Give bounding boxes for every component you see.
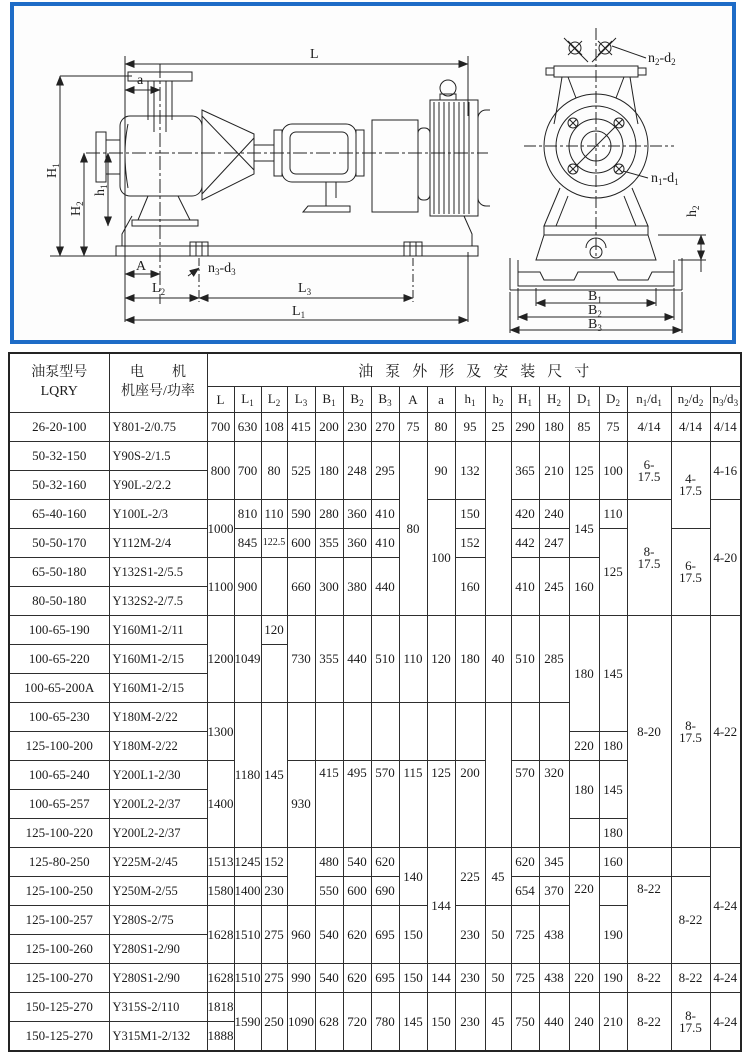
dim-label-n2-d2: $n_2-d_2$ — [648, 51, 676, 67]
dim-value-cell: 4/14 — [627, 413, 671, 442]
dim-value-cell: 4-24 — [710, 993, 741, 1052]
header-dim: L — [207, 387, 234, 413]
dim-value-cell: 50 — [485, 906, 511, 964]
pump-model-cell: 150-125-270 — [9, 993, 109, 1022]
pump-model-cell: 26-20-100 — [9, 413, 109, 442]
dim-value-cell: 4-20 — [710, 500, 741, 616]
dim-value-cell: 1513 — [207, 848, 234, 877]
diagram-panel — [10, 2, 736, 344]
dim-value-cell: 1000 — [207, 500, 234, 558]
dim-value-cell: 600 — [343, 877, 371, 906]
dim-value-cell: 4-16 — [710, 442, 741, 500]
dim-value-cell: 550 — [315, 877, 343, 906]
dim-value-cell: 132 — [455, 442, 485, 500]
dim-value-cell: 1580 — [207, 877, 234, 906]
dim-value-cell: 110 — [399, 616, 427, 703]
dim-label-n1-d1: $n_1-d_1$ — [651, 171, 679, 187]
spec-table — [8, 352, 742, 1052]
dim-value-cell: 510 — [511, 616, 539, 703]
dim-value-cell: 200 — [315, 413, 343, 442]
dim-value-cell: 990 — [287, 964, 315, 993]
dim-value-cell — [511, 703, 539, 761]
dim-value-cell: 525 — [287, 442, 315, 500]
dim-value-cell: 440 — [371, 558, 399, 616]
motor-cell: Y200L2-2/37 — [109, 790, 207, 819]
dim-value-cell: 360 — [343, 529, 371, 558]
dim-value-cell — [343, 703, 371, 761]
dim-value-cell: 380 — [343, 558, 371, 616]
dim-label-L3: $L_3$ — [298, 281, 312, 297]
dim-label-a: a — [137, 73, 144, 88]
dim-value-cell: 122.5 — [261, 529, 287, 558]
dim-value-cell: 620 — [343, 964, 371, 993]
dim-value-cell: 654 — [511, 877, 539, 906]
header-dim: $D_2$ — [599, 387, 627, 413]
dim-value-cell: 1510 — [234, 906, 261, 964]
dim-value-cell: 510 — [371, 616, 399, 703]
dim-value-cell: 700 — [234, 442, 261, 500]
dim-value-cell: 700 — [207, 413, 234, 442]
dim-value-cell: 628 — [315, 993, 343, 1052]
header-dim: $D_1$ — [569, 387, 599, 413]
dim-value-cell — [599, 877, 627, 906]
header-dim: $L_1$ — [234, 387, 261, 413]
header-dim: $L_3$ — [287, 387, 315, 413]
header-dim: $L_2$ — [261, 387, 287, 413]
dim-value-cell: 695 — [371, 906, 399, 964]
dim-value-cell: 4/14 — [710, 413, 741, 442]
dim-value-cell: 190 — [599, 906, 627, 964]
dim-value-cell: 245 — [539, 558, 569, 616]
dim-value-cell: 145 — [569, 500, 599, 558]
dim-value-cell: 415 — [315, 761, 343, 848]
dim-value-cell: 75 — [399, 413, 427, 442]
dim-value-cell: 750 — [511, 993, 539, 1052]
dim-label-B1: $B_1$ — [588, 289, 602, 305]
header-dim: A — [399, 387, 427, 413]
header-dim: $B_1$ — [315, 387, 343, 413]
table-row — [9, 616, 741, 645]
dim-value-cell — [371, 703, 399, 761]
dim-value-cell: 220 — [569, 732, 599, 761]
dim-value-cell: 1510 — [234, 964, 261, 993]
table-row — [9, 442, 741, 471]
dim-value-cell: 270 — [371, 413, 399, 442]
pump-model-cell: 100-65-220 — [9, 645, 109, 674]
dim-value-cell: 210 — [539, 442, 569, 500]
motor-cell: Y315M1-2/132 — [109, 1022, 207, 1052]
dim-value-cell: 25 — [485, 413, 511, 442]
dim-value-cell: 8-22 — [627, 877, 671, 964]
table-row — [9, 964, 741, 993]
motor-cell: Y132S1-2/5.5 — [109, 558, 207, 587]
dim-value-cell: 125 — [427, 761, 455, 848]
pump-model-cell: 50-32-160 — [9, 471, 109, 500]
dim-label-H2: $H_2$ — [69, 201, 85, 216]
dim-value-cell: 120 — [427, 616, 455, 703]
dim-value-cell: 85 — [569, 413, 599, 442]
dim-value-cell: 780 — [371, 993, 399, 1052]
dim-label-h2: $h_2$ — [685, 205, 701, 217]
dim-value-cell: 620 — [511, 848, 539, 877]
dim-value-cell: 180 — [539, 413, 569, 442]
dim-label-h1: $h_1$ — [93, 184, 109, 196]
dim-value-cell: 285 — [539, 616, 569, 703]
dim-value-cell: 50 — [485, 964, 511, 993]
dim-value-cell: 180 — [455, 616, 485, 703]
dim-value-cell: 1400 — [207, 761, 234, 848]
pump-model-cell: 80-50-180 — [9, 587, 109, 616]
dim-value-cell: 220 — [569, 877, 599, 964]
dim-label-H1: $H_1$ — [45, 163, 61, 178]
dim-value-cell: 145 — [599, 761, 627, 819]
dim-value-cell: 6- 17.5 — [671, 529, 710, 616]
dim-label-L1: $L_1$ — [292, 304, 306, 320]
dim-value-cell: 695 — [371, 964, 399, 993]
dim-value-cell: 8- 17.5 — [671, 616, 710, 848]
pump-model-cell: 125-100-220 — [9, 819, 109, 848]
motor-cell: Y132S2-2/7.5 — [109, 587, 207, 616]
dim-value-cell: 247 — [539, 529, 569, 558]
dim-value-cell: 810 — [234, 500, 261, 529]
dim-value-cell: 590 — [287, 500, 315, 529]
dim-value-cell: 370 — [539, 877, 569, 906]
dim-label-B2: $B_2$ — [588, 303, 602, 319]
header-dim: $B_2$ — [343, 387, 371, 413]
dim-value-cell: 845 — [234, 529, 261, 558]
dim-value-cell: 495 — [343, 761, 371, 848]
dim-value-cell: 6- 17.5 — [627, 442, 671, 500]
dim-value-cell — [485, 703, 511, 848]
header-dim: $H_2$ — [539, 387, 569, 413]
table-row — [9, 413, 741, 442]
dim-value-cell: 930 — [287, 761, 315, 848]
dim-value-cell: 540 — [315, 906, 343, 964]
dim-value-cell: 690 — [371, 877, 399, 906]
table-row — [9, 877, 741, 906]
dim-value-cell: 240 — [569, 993, 599, 1052]
dim-value-cell: 120 — [261, 616, 287, 645]
motor-cell: Y200L1-2/30 — [109, 761, 207, 790]
dim-value-cell: 4-24 — [710, 964, 741, 993]
motor-cell: Y160M1-2/15 — [109, 645, 207, 674]
dim-value-cell: 152 — [261, 848, 287, 877]
dim-value-cell: 365 — [511, 442, 539, 500]
dim-value-cell — [261, 558, 287, 616]
dim-value-cell: 600 — [287, 529, 315, 558]
dim-value-cell — [485, 442, 511, 616]
dim-value-cell: 438 — [539, 906, 569, 964]
header-dim: a — [427, 387, 455, 413]
dim-value-cell: 145 — [399, 993, 427, 1052]
table-row — [9, 848, 741, 877]
dim-value-cell: 1300 — [207, 703, 234, 761]
dim-value-cell — [539, 703, 569, 761]
motor-cell: Y100L-2/3 — [109, 500, 207, 529]
header-pump-model: 油泵型号 LQRY — [9, 353, 109, 413]
dim-value-cell: 1100 — [207, 558, 234, 616]
dim-value-cell: 180 — [569, 761, 599, 819]
pump-side-view-drawing — [20, 20, 490, 334]
dim-value-cell: 960 — [287, 906, 315, 964]
dim-value-cell: 295 — [371, 442, 399, 500]
dim-value-cell: 1200 — [207, 616, 234, 703]
motor-cell: Y280S1-2/90 — [109, 935, 207, 964]
dim-value-cell: 180 — [599, 732, 627, 761]
dim-value-cell: 570 — [371, 761, 399, 848]
dim-value-cell: 1400 — [234, 877, 261, 906]
pump-model-cell: 125-100-260 — [9, 935, 109, 964]
dim-value-cell — [671, 848, 710, 877]
dim-value-cell: 1180 — [234, 703, 261, 848]
header-dim: $H_1$ — [511, 387, 539, 413]
header-motor: 电 机 机座号/功率 — [109, 353, 207, 413]
dim-value-cell: 145 — [261, 703, 287, 848]
motor-cell: Y280S-2/75 — [109, 906, 207, 935]
motor-cell: Y280S1-2/90 — [109, 964, 207, 993]
motor-cell: Y315S-2/110 — [109, 993, 207, 1022]
dim-value-cell: 320 — [539, 761, 569, 848]
dim-value-cell: 290 — [511, 413, 539, 442]
dim-value-cell: 90 — [427, 442, 455, 500]
dim-value-cell — [287, 848, 315, 906]
dim-value-cell: 80 — [427, 413, 455, 442]
dim-value-cell: 410 — [511, 558, 539, 616]
motor-cell: Y112M-2/4 — [109, 529, 207, 558]
dim-value-cell: 145 — [599, 616, 627, 732]
dim-value-cell: 180 — [569, 616, 599, 732]
dim-value-cell: 160 — [455, 558, 485, 616]
dim-value-cell: 200 — [455, 761, 485, 848]
dim-value-cell: 1818 — [207, 993, 234, 1022]
dim-value-cell: 442 — [511, 529, 539, 558]
dim-value-cell — [627, 848, 671, 877]
dim-value-cell: 45 — [485, 993, 511, 1052]
pump-model-cell: 125-100-257 — [9, 906, 109, 935]
dim-value-cell: 140 — [399, 848, 427, 906]
pump-end-view-drawing — [496, 20, 732, 334]
dim-value-cell: 150 — [427, 993, 455, 1052]
dim-value-cell: 230 — [455, 964, 485, 993]
dim-value-cell: 230 — [455, 993, 485, 1052]
dim-value-cell — [455, 703, 485, 761]
dim-value-cell: 150 — [455, 500, 485, 529]
header-dim: $n_2/d_2$ — [671, 387, 710, 413]
pump-model-cell: 65-40-160 — [9, 500, 109, 529]
pump-model-cell: 50-32-150 — [9, 442, 109, 471]
dim-value-cell: 125 — [599, 529, 627, 616]
dim-value-cell: 1049 — [234, 616, 261, 703]
dim-value-cell: 180 — [599, 819, 627, 848]
dim-value-cell: 160 — [599, 848, 627, 877]
dim-value-cell: 110 — [261, 500, 287, 529]
dim-value-cell — [261, 645, 287, 703]
dim-value-cell — [569, 819, 599, 848]
motor-cell: Y160M1-2/15 — [109, 674, 207, 703]
table-row — [9, 993, 741, 1022]
dim-value-cell: 8-22 — [671, 964, 710, 993]
dim-value-cell: 248 — [343, 442, 371, 500]
dim-value-cell: 280 — [315, 500, 343, 529]
dim-value-cell: 115 — [399, 761, 427, 848]
dim-value-cell: 4-22 — [710, 616, 741, 848]
dim-value-cell: 80 — [261, 442, 287, 500]
dim-value-cell: 144 — [427, 964, 455, 993]
pump-model-cell: 125-100-250 — [9, 877, 109, 906]
pump-model-cell: 100-65-230 — [9, 703, 109, 732]
dim-label-A: A — [136, 259, 147, 274]
dim-value-cell: 210 — [599, 993, 627, 1052]
dim-value-cell: 8-22 — [627, 964, 671, 993]
motor-cell: Y200L2-2/37 — [109, 819, 207, 848]
pump-model-cell: 150-125-270 — [9, 1022, 109, 1052]
dim-value-cell: 4-24 — [710, 848, 741, 964]
dim-value-cell: 80 — [399, 442, 427, 616]
dim-label-n3-d3: $n_3-d_3$ — [208, 261, 236, 277]
dim-value-cell: 220 — [569, 964, 599, 993]
pump-model-cell: 125-100-200 — [9, 732, 109, 761]
motor-cell: Y90L-2/2.2 — [109, 471, 207, 500]
dim-value-cell: 1245 — [234, 848, 261, 877]
dim-value-cell: 360 — [343, 500, 371, 529]
header-dim: $h_1$ — [455, 387, 485, 413]
motor-cell: Y225M-2/45 — [109, 848, 207, 877]
dim-value-cell — [399, 703, 427, 761]
dim-value-cell: 1590 — [234, 993, 261, 1052]
dim-value-cell: 660 — [287, 558, 315, 616]
dim-value-cell: 410 — [371, 500, 399, 529]
dim-value-cell: 345 — [539, 848, 569, 877]
dim-value-cell: 45 — [485, 848, 511, 906]
dim-value-cell: 900 — [234, 558, 261, 616]
dim-value-cell: 438 — [539, 964, 569, 993]
dim-value-cell: 8-20 — [627, 616, 671, 848]
spec-table-body — [9, 413, 741, 1052]
dim-value-cell: 620 — [343, 906, 371, 964]
dim-value-cell: 275 — [261, 906, 287, 964]
dim-value-cell: 275 — [261, 964, 287, 993]
pump-model-cell: 100-65-190 — [9, 616, 109, 645]
dim-value-cell: 160 — [569, 558, 599, 616]
dim-value-cell: 720 — [343, 993, 371, 1052]
motor-cell: Y90S-2/1.5 — [109, 442, 207, 471]
pump-model-cell: 100-65-257 — [9, 790, 109, 819]
dim-value-cell — [287, 703, 315, 761]
dim-value-cell — [315, 703, 343, 761]
dim-value-cell: 8- 17.5 — [627, 500, 671, 616]
dim-value-cell: 150 — [399, 964, 427, 993]
dim-value-cell — [569, 848, 599, 877]
motor-cell: Y160M1-2/11 — [109, 616, 207, 645]
dim-value-cell: 4/14 — [671, 413, 710, 442]
motor-cell: Y180M-2/22 — [109, 703, 207, 732]
dim-label-B3: $B_3$ — [588, 317, 602, 333]
dim-value-cell: 480 — [315, 848, 343, 877]
dim-value-cell: 240 — [539, 500, 569, 529]
dim-value-cell: 250 — [261, 993, 287, 1052]
dim-value-cell: 630 — [234, 413, 261, 442]
dim-value-cell: 144 — [427, 848, 455, 964]
pump-model-cell: 125-100-270 — [9, 964, 109, 993]
dim-value-cell: 8-22 — [671, 877, 710, 964]
dim-value-cell: 540 — [343, 848, 371, 877]
dim-value-cell: 8- 17.5 — [671, 993, 710, 1052]
pump-model-cell: 100-65-240 — [9, 761, 109, 790]
spec-table-header — [9, 353, 741, 413]
dim-value-cell: 620 — [371, 848, 399, 877]
dim-value-cell: 800 — [207, 442, 234, 500]
motor-cell: Y801-2/0.75 — [109, 413, 207, 442]
dim-value-cell: 110 — [599, 500, 627, 529]
dim-value-cell: 300 — [315, 558, 343, 616]
dim-value-cell: 725 — [511, 906, 539, 964]
header-dim: $n_1/d_1$ — [627, 387, 671, 413]
dim-value-cell: 230 — [343, 413, 371, 442]
dim-value-cell: 1628 — [207, 906, 234, 964]
pump-model-cell: 65-50-180 — [9, 558, 109, 587]
dim-value-cell: 730 — [287, 616, 315, 703]
motor-cell: Y180M-2/22 — [109, 732, 207, 761]
dim-value-cell: 150 — [399, 906, 427, 964]
dim-value-cell: 230 — [455, 906, 485, 964]
dim-value-cell: 540 — [315, 964, 343, 993]
dim-value-cell — [427, 703, 455, 761]
dim-value-cell: 108 — [261, 413, 287, 442]
dim-value-cell: 410 — [371, 529, 399, 558]
dim-value-cell: 570 — [511, 761, 539, 848]
dim-value-cell: 125 — [569, 442, 599, 500]
dim-value-cell: 415 — [287, 413, 315, 442]
header-dim: $h_2$ — [485, 387, 511, 413]
header-dim: $B_3$ — [371, 387, 399, 413]
dim-value-cell: 4- 17.5 — [671, 442, 710, 529]
dim-value-cell: 725 — [511, 964, 539, 993]
dim-value-cell: 100 — [427, 500, 455, 616]
dim-label-L: L — [310, 47, 319, 62]
header-dim: $n_3/d_3$ — [710, 387, 741, 413]
motor-cell: Y250M-2/55 — [109, 877, 207, 906]
dim-value-cell: 95 — [455, 413, 485, 442]
dim-value-cell: 8-22 — [627, 993, 671, 1052]
dim-value-cell: 1888 — [207, 1022, 234, 1052]
dim-value-cell: 1090 — [287, 993, 315, 1052]
pump-model-cell: 125-80-250 — [9, 848, 109, 877]
dim-value-cell: 230 — [261, 877, 287, 906]
pump-model-cell: 100-65-200A — [9, 674, 109, 703]
dim-value-cell: 152 — [455, 529, 485, 558]
dim-value-cell: 355 — [315, 529, 343, 558]
dim-value-cell: 440 — [343, 616, 371, 703]
dim-value-cell: 440 — [539, 993, 569, 1052]
dim-value-cell: 1628 — [207, 964, 234, 993]
dim-label-L2: $L_2$ — [152, 281, 166, 297]
header-dimensions-group: 油泵外形及安装尺寸 — [207, 353, 741, 387]
dim-value-cell: 180 — [315, 442, 343, 500]
dim-value-cell: 75 — [599, 413, 627, 442]
dim-value-cell: 420 — [511, 500, 539, 529]
dim-value-cell: 355 — [315, 616, 343, 703]
table-row — [9, 500, 741, 529]
dim-value-cell: 190 — [599, 964, 627, 993]
dim-value-cell: 225 — [455, 848, 485, 906]
pump-model-cell: 50-50-170 — [9, 529, 109, 558]
dim-value-cell: 100 — [599, 442, 627, 500]
dim-value-cell: 40 — [485, 616, 511, 703]
